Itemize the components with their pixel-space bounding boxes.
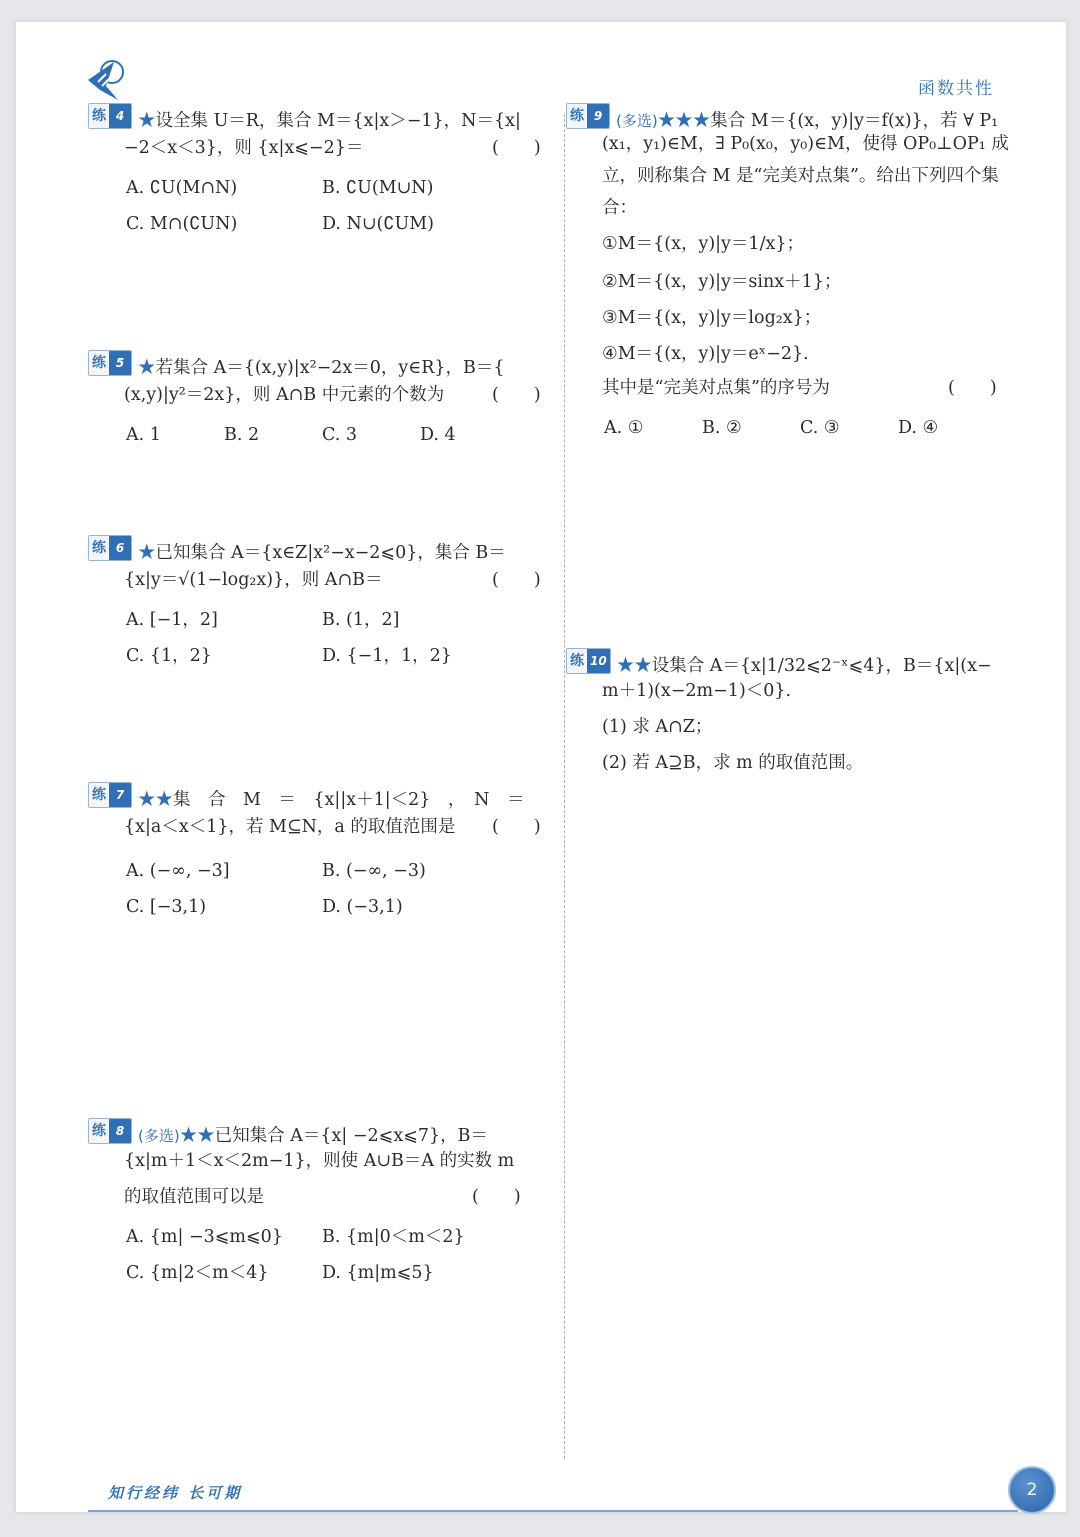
set-item-3: ③M＝{(x，y)|y＝log₂x}； xyxy=(602,308,822,328)
publisher-logo-icon xyxy=(84,56,128,104)
option-b[interactable]: B. {m|0＜m＜2} xyxy=(322,1227,465,1247)
option-a[interactable]: A. 1 xyxy=(126,425,161,445)
problem-5 xyxy=(88,347,548,477)
multi-select-label: (多选) xyxy=(138,1127,180,1145)
option-b[interactable]: B. 2 xyxy=(224,425,260,445)
problem-9-stem-line-3: 立，则称集合 M 是“完美对点集”。给出下列四个集 xyxy=(602,166,999,186)
problem-6 xyxy=(88,532,548,692)
problem-4-stem-line-2: −2＜x＜3}，则 {x|x⩽−2}＝ xyxy=(124,138,364,158)
problem-9-stem-line-1: 练 9 (多选)★★★集合 M＝{(x，y)|y＝f(x)}，若 ∀ P₁ xyxy=(566,100,998,131)
answer-blank: ( ) xyxy=(472,1187,521,1207)
answer-blank: ( ) xyxy=(948,378,997,398)
set-item-2: ②M＝{(x，y)|y＝sinx＋1}； xyxy=(602,272,842,292)
problem-4-tag: 练 4 xyxy=(88,103,132,129)
footer-slogan: 知行经纬 长可期 xyxy=(108,1484,243,1502)
problem-9-question: 其中是“完美对点集”的序号为 xyxy=(602,378,830,398)
page-number-badge: 2 xyxy=(1008,1466,1056,1514)
difficulty-star-icon: ★★ xyxy=(138,790,173,810)
problem-5-stem-line-2: (x,y)|y²＝2x}，则 A∩B 中元素的个数为 xyxy=(124,385,445,405)
set-item-1: ①M＝{(x，y)|y＝1/x}； xyxy=(602,234,804,254)
problem-5-tag: 练 5 xyxy=(88,350,132,376)
problem-8-stem-line-3: 的取值范围可以是 xyxy=(124,1187,264,1207)
problem-9-tag: 练 9 xyxy=(566,103,610,129)
option-a[interactable]: A. [−1，2] xyxy=(126,610,218,630)
problem-9-stem-line-2: (x₁，y₁)∈M，∃ P₀(x₀，y₀)∈M，使得 OP₀⊥OP₁ 成 xyxy=(602,134,1009,154)
difficulty-star-icon: ★★★ xyxy=(657,111,711,131)
difficulty-star-icon: ★ xyxy=(138,543,156,563)
option-a[interactable]: A. (−∞, −3] xyxy=(126,861,230,881)
option-a[interactable]: A. ① xyxy=(604,418,644,438)
option-c[interactable]: C. ③ xyxy=(800,418,840,438)
problem-5-stem-line-1: 练 5 ★若集合 A＝{(x,y)|x²−2x＝0，y∈R}，B＝{ xyxy=(88,347,505,378)
option-b[interactable]: B. (−∞, −3) xyxy=(322,861,426,881)
option-b[interactable]: B. ② xyxy=(702,418,742,438)
problem-4-stem-line-1: 练 4 ★设全集 U＝R，集合 M＝{x|x＞−1}，N＝{x| xyxy=(88,100,521,131)
option-c[interactable]: C. 3 xyxy=(322,425,358,445)
set-item-4: ④M＝{(x，y)|y＝eˣ−2}. xyxy=(602,344,809,364)
option-c[interactable]: C. {1，2} xyxy=(126,646,212,666)
option-d[interactable]: D. ④ xyxy=(898,418,939,438)
column-divider xyxy=(564,114,565,1459)
answer-blank: ( ) xyxy=(492,817,541,837)
problem-10-stem-line-1: 练 10 ★★设集合 A＝{x|1/32⩽2⁻ˣ⩽4}，B＝{x|(x− xyxy=(566,645,992,676)
problem-7-stem-line-1: 练 7 ★★集 合 M ＝ {x||x＋1|＜2} ， N ＝ xyxy=(88,779,524,810)
footer-rule xyxy=(88,1510,1018,1512)
option-d[interactable]: D. 4 xyxy=(420,425,456,445)
problem-7-stem-line-2: {x|a＜x＜1}，若 M⊆N，a 的取值范围是 xyxy=(124,817,456,837)
option-c[interactable]: C. M∩(∁UN) xyxy=(126,214,238,234)
page-header-title: 函数共性 xyxy=(918,79,994,99)
problem-10 xyxy=(566,645,1036,805)
option-c[interactable]: C. {m|2＜m＜4} xyxy=(126,1263,269,1283)
option-b[interactable]: B. (1，2] xyxy=(322,610,400,630)
answer-blank: ( ) xyxy=(492,570,541,590)
worksheet-page xyxy=(16,22,1066,1512)
difficulty-star-icon: ★ xyxy=(138,358,156,378)
problem-10-tag: 练 10 xyxy=(566,648,611,674)
answer-blank: ( ) xyxy=(492,138,541,158)
option-c[interactable]: C. [−3,1) xyxy=(126,897,207,917)
difficulty-star-icon: ★ xyxy=(138,111,156,131)
option-d[interactable]: D. (−3,1) xyxy=(322,897,403,917)
problem-6-stem-line-1: 练 6 ★已知集合 A＝{x∈Z|x²−x−2⩽0}，集合 B＝ xyxy=(88,532,506,563)
problem-4 xyxy=(88,100,548,270)
sub-question-1: (1) 求 A∩Z； xyxy=(602,717,713,737)
problem-6-tag: 练 6 xyxy=(88,535,132,561)
difficulty-star-icon: ★★ xyxy=(616,656,652,676)
problem-8-tag: 练 8 xyxy=(88,1118,132,1144)
problem-8-stem-line-2: {x|m＋1＜x＜2m−1}，则使 A∪B＝A 的实数 m xyxy=(124,1151,515,1171)
problem-10-stem-line-2: m＋1)(x−2m−1)＜0}. xyxy=(602,681,792,701)
problem-9 xyxy=(566,100,1036,470)
option-d[interactable]: D. N∪(∁UM) xyxy=(322,214,434,234)
sub-question-2: (2) 若 A⊇B，求 m 的取值范围。 xyxy=(602,753,864,773)
option-d[interactable]: D. {m|m⩽5} xyxy=(322,1263,434,1283)
problem-7-tag: 练 7 xyxy=(88,782,132,808)
difficulty-star-icon: ★★ xyxy=(179,1126,215,1146)
option-d[interactable]: D. {−1，1，2} xyxy=(322,646,452,666)
option-a[interactable]: A. {m| −3⩽m⩽0} xyxy=(126,1227,283,1247)
multi-select-label: (多选) xyxy=(616,112,658,130)
problem-6-stem-line-2: {x|y＝√(1−log₂x)}，则 A∩B＝ xyxy=(124,570,383,590)
problem-8-stem-line-1: 练 8 (多选)★★已知集合 A＝{x| −2⩽x⩽7}，B＝ xyxy=(88,1115,488,1146)
option-a[interactable]: A. ∁U(M∩N) xyxy=(126,178,238,198)
answer-blank: ( ) xyxy=(492,385,541,405)
problem-8 xyxy=(88,1115,548,1315)
problem-7 xyxy=(88,779,548,949)
problem-9-stem-line-4: 合： xyxy=(602,198,637,218)
option-b[interactable]: B. ∁U(M∪N) xyxy=(322,178,434,198)
